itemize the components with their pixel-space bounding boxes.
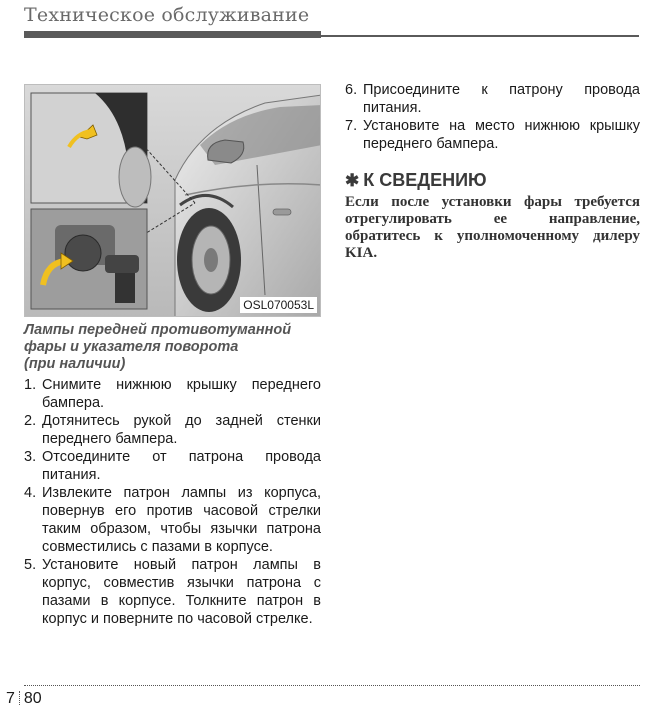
step-item xyxy=(345,117,640,153)
figure-illustration xyxy=(24,84,321,317)
step-text: Установите на место нижнюю крышку переднего бампера. xyxy=(363,118,640,152)
steps-list-right xyxy=(345,81,640,153)
step-number: 1. xyxy=(24,377,37,393)
step-number: 2. xyxy=(24,413,37,429)
step-number: 7. xyxy=(345,118,358,134)
caption-line: (при наличии) xyxy=(24,356,126,372)
step-text: Отсоедините от патрона провода питания. xyxy=(42,449,321,483)
note-heading-text: К СВЕДЕНИЮ xyxy=(363,170,487,190)
steps-list-left xyxy=(24,376,321,628)
step-item xyxy=(24,376,321,412)
page-header-title: Техническое обслуживание xyxy=(24,4,310,26)
step-text: Извлеките патрон лампы из корпуса, повернув его против часовой стрелки таким образом, чтобы язычки патрона совместились с пазами в корпусе. xyxy=(42,485,321,555)
footer-rule xyxy=(24,685,640,686)
step-text: Дотянитесь рукой до задней стенки переднего бампера. xyxy=(42,413,321,447)
step-item xyxy=(24,412,321,448)
page-number-value: 80 xyxy=(23,690,42,707)
step-item xyxy=(345,81,640,117)
chapter-number: 7 xyxy=(6,690,15,707)
page-separator xyxy=(19,691,20,705)
step-item xyxy=(24,448,321,484)
step-number: 6. xyxy=(345,82,358,98)
step-item xyxy=(24,484,321,556)
step-number: 3. xyxy=(24,449,37,465)
page-number xyxy=(6,690,42,708)
step-text: Снимите нижнюю крышку переднего бампера. xyxy=(42,377,321,411)
step-number: 5. xyxy=(24,557,37,573)
step-item xyxy=(24,556,321,628)
step-text: Установите новый патрон лампы в корпус, совместив язычки патрона с пазами в корпусе. Толкните патрон в корпус и поверните по часовой стрелке. xyxy=(42,557,321,627)
note-text: Если после установки фары требуется отрегулировать ее направление, обратитесь к уполномоченному дилеру KIA. xyxy=(345,194,640,261)
figure-code-label: OSL070053L xyxy=(240,297,317,313)
header-rule xyxy=(321,35,639,37)
step-number: 4. xyxy=(24,485,37,501)
step-text: Присоедините к патрону провода питания. xyxy=(363,82,640,116)
caption-line: фары и указателя поворота xyxy=(24,339,239,355)
note-heading xyxy=(345,170,487,191)
header-bar xyxy=(24,31,321,38)
note-star-icon: ✱ xyxy=(345,171,360,190)
section-caption xyxy=(24,322,321,373)
caption-line: Лампы передней противотуманной xyxy=(24,322,292,338)
car-bumper-illustration xyxy=(25,85,321,317)
